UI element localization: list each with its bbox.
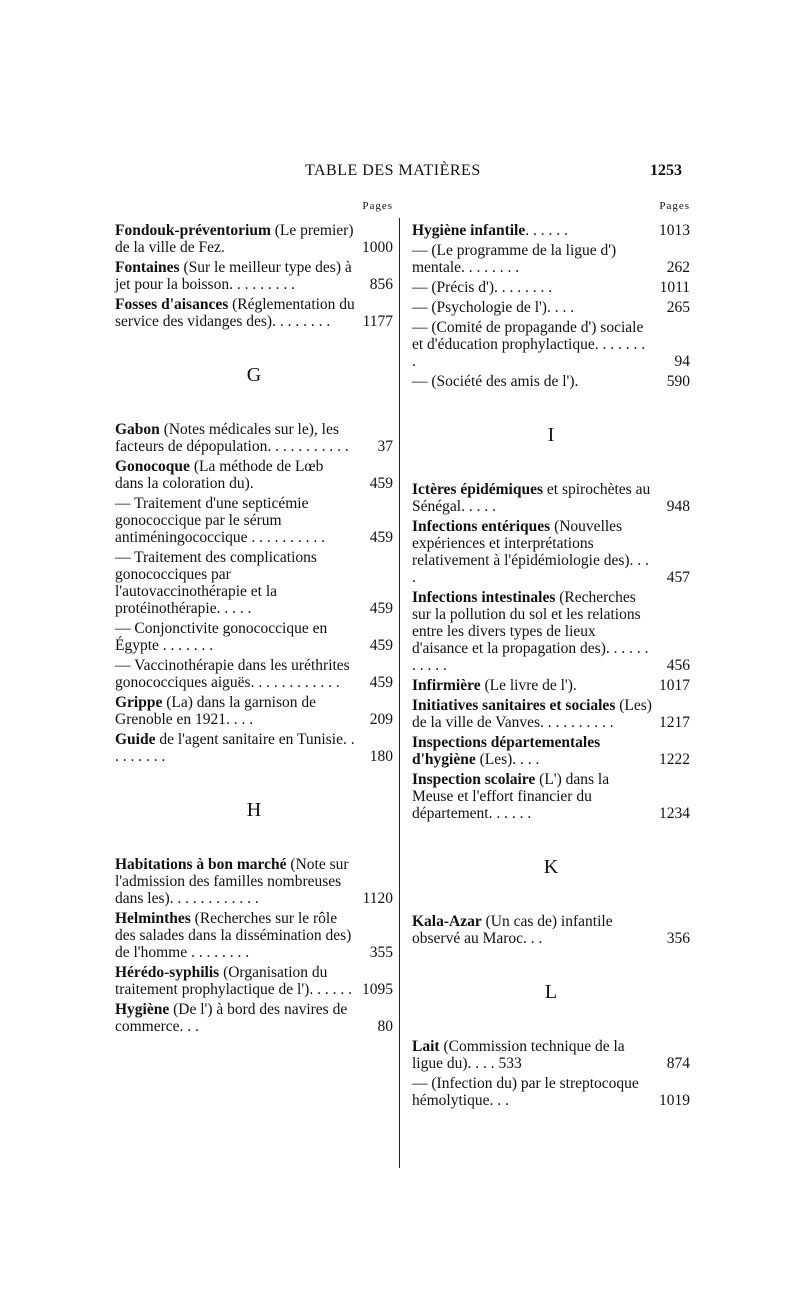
entry-page-number: 459: [369, 637, 393, 654]
entry-text: (L') dans la Meuse et l'effort financier du département. . . . . .: [412, 771, 610, 822]
entry-page-number: 356: [666, 930, 690, 947]
entry-heading: Fondouk-préventorium: [115, 222, 271, 239]
entry-page-number: 856: [369, 276, 393, 293]
pages-column-label: Pages: [659, 200, 690, 212]
entry-text: — Conjonctivite gonococcique en Égypte . . . . . . .: [115, 620, 328, 654]
entry-text: (Recherches sur la pollution du sol et les relations entre les divers types de lieux d'aisance et la propagation des). . . . . . . . . . .: [412, 589, 649, 674]
index-entry: [412, 677, 690, 694]
entry-heading: Hérédo-syphilis: [115, 964, 220, 981]
entry-text: (Notes médicales sur le), les facteurs de dépopulation. . . . . . . . . . .: [115, 421, 349, 455]
entry-page-number: 948: [666, 498, 690, 515]
entry-text: — (Comité de propagande d') sociale et d'éducation prophylactique. . . . . . . .: [412, 319, 646, 370]
entry-text: (Nouvelles expériences et interprétations relativement à l'épidémiologie des). . . .: [412, 518, 649, 586]
entry-list: [412, 222, 690, 390]
index-entry: [115, 296, 393, 330]
column-divider: [399, 218, 400, 1168]
index-entry: [115, 259, 393, 293]
entry-text: (Note sur l'admission des familles nombreuses dans les). . . . . . . . . . . .: [115, 856, 349, 907]
entry-text: (La méthode de Lœb dans la coloration du).: [115, 458, 324, 492]
index-entry: [412, 771, 690, 822]
entry-heading: Fontaines: [115, 259, 180, 276]
index-entry: [412, 1038, 690, 1072]
entry-heading: Inspections départementales d'hygiène: [412, 734, 601, 768]
index-entry: [412, 373, 690, 390]
entry-heading: Fosses d'aisances: [115, 296, 229, 313]
index-entry: [115, 458, 393, 492]
index-entry: [412, 319, 690, 370]
entry-list: [115, 222, 393, 330]
entry-heading: Gonocoque: [115, 458, 190, 475]
index-entry: [412, 697, 690, 731]
entry-text: (Un cas de) infantile observé au Maroc. . .: [412, 913, 613, 947]
entry-text: — Traitement d'une septicémie gonococcique par le sérum antiméningococcique . . . . . . . . . .: [115, 495, 326, 546]
entry-list: [412, 1038, 690, 1109]
entry-heading: Hygiène: [115, 1001, 170, 1018]
index-entry: [412, 222, 690, 239]
entry-page-number: 459: [369, 529, 393, 546]
entry-text: et spirochètes au Sénégal. . . . .: [412, 481, 651, 515]
entry-text: (De l') à bord des navires de commerce. . .: [115, 1001, 348, 1035]
entry-text: — Vaccinothérapie dans les uréthrites gonococciques aiguës. . . . . . . . . . . .: [115, 657, 350, 691]
entry-heading: Infirmière: [412, 677, 481, 694]
entry-page-number: 456: [666, 657, 690, 674]
entry-text: de l'agent sanitaire en Tunisie. . . . . . . . .: [115, 731, 355, 765]
left-column: [115, 200, 393, 1038]
pages-column-label: Pages: [362, 200, 393, 212]
entry-heading: Initiatives sanitaires et sociales: [412, 697, 616, 714]
entry-text: — (Précis d'). . . . . . . .: [412, 279, 553, 296]
entry-heading: Guide: [115, 731, 156, 748]
entry-page-number: 1011: [659, 279, 690, 296]
index-entry: [412, 589, 690, 674]
entry-heading: Lait: [412, 1038, 440, 1055]
entry-page-number: 265: [666, 299, 690, 316]
section-letter-g: G: [246, 364, 262, 386]
entry-page-number: 1234: [659, 805, 690, 822]
entry-heading: Gabon: [115, 421, 160, 438]
entry-heading: Infections intestinales: [412, 589, 556, 606]
entry-page-number: 459: [369, 600, 393, 617]
entry-heading: Ictères épidémiques: [412, 481, 544, 498]
index-entry: [115, 620, 393, 654]
section-letter-l: L: [544, 981, 558, 1003]
entry-page-number: 80: [377, 1018, 393, 1035]
entry-page-number: 590: [666, 373, 690, 390]
index-entry: [115, 495, 393, 546]
entry-heading: Infections entériques: [412, 518, 551, 535]
index-entry: [115, 222, 393, 256]
entry-text: — (Psychologie de l'). . . .: [412, 299, 575, 316]
entry-text: (Recherches sur le rôle des salades dans la dissémination des) de l'homme . . . . . . . .: [115, 910, 352, 961]
section-letter-i: I: [547, 424, 555, 446]
entry-page-number: 1095: [362, 981, 393, 998]
index-entry: [115, 421, 393, 455]
index-entry: [115, 549, 393, 617]
entry-text: . . . . . .: [525, 222, 568, 239]
entry-list: [412, 481, 690, 822]
entry-list: [412, 913, 690, 947]
section-letter-k: K: [543, 856, 559, 878]
index-entry: [115, 731, 393, 765]
page-number: 1253: [650, 162, 682, 179]
entry-text: (Le premier) de la ville de Fez.: [115, 222, 354, 256]
index-entry: [115, 694, 393, 728]
entry-text: — (Le programme de la ligue d') mentale. . . . . . . .: [412, 242, 617, 276]
entry-page-number: 457: [666, 569, 690, 586]
entry-page-number: 1000: [362, 239, 393, 256]
entry-text: (Les) de la ville de Vanves. . . . . . . . . .: [412, 697, 652, 731]
section-letter-h: H: [246, 799, 262, 821]
entry-heading: Helminthes: [115, 910, 191, 927]
entry-text: — Traitement des complications gonococciques par l'autovaccinothérapie et la protéinothérapie. . . . .: [115, 549, 317, 617]
entry-text: — (Société des amis de l').: [412, 373, 579, 390]
entry-text: (Commission technique de la ligue du). . . . 533: [412, 1038, 625, 1072]
entry-page-number: 1013: [659, 222, 690, 239]
entry-text: (Réglementation du service des vidanges des). . . . . . . .: [115, 296, 355, 330]
entry-page-number: 1217: [659, 714, 690, 731]
entry-page-number: 180: [369, 748, 393, 765]
index-entry: [115, 910, 393, 961]
entry-page-number: 355: [369, 944, 393, 961]
index-entry: [412, 481, 690, 515]
entry-page-number: 459: [369, 674, 393, 691]
running-title: TABLE DES MATIÈRES: [305, 162, 481, 179]
index-entry: [115, 964, 393, 998]
entry-page-number: 874: [666, 1055, 690, 1072]
entry-page-number: 209: [369, 711, 393, 728]
entry-page-number: 94: [674, 353, 690, 370]
entry-text: (Organisation du traitement prophylactique de l'). . . . . .: [115, 964, 352, 998]
entry-heading: Hygiène infantile: [412, 222, 526, 239]
index-entry: [115, 657, 393, 691]
entry-text: (Les). . . .: [475, 751, 540, 768]
entry-text: — (Infection du) par le streptocoque hémolytique. . .: [412, 1075, 639, 1109]
index-entry: [412, 518, 690, 586]
entry-page-number: 1019: [659, 1092, 690, 1109]
index-entry: [115, 1001, 393, 1035]
entry-heading: Inspection scolaire: [412, 771, 536, 788]
index-entry: [412, 913, 690, 947]
index-entry: [412, 734, 690, 768]
entry-text: (La) dans la garnison de Grenoble en 1921. . . .: [115, 694, 317, 728]
entry-text: (Le livre de l').: [480, 677, 577, 694]
entry-page-number: 1222: [659, 751, 690, 768]
entry-list: [115, 856, 393, 1035]
entry-heading: Grippe: [115, 694, 163, 711]
entry-page-number: 37: [377, 438, 393, 455]
index-entry: [412, 299, 690, 316]
index-entry: [412, 279, 690, 296]
entry-text: (Sur le meilleur type des) à jet pour la boisson. . . . . . . . .: [115, 259, 352, 293]
entry-page-number: 262: [666, 259, 690, 276]
entry-heading: Kala-Azar: [412, 913, 482, 930]
entry-page-number: 1017: [659, 677, 690, 694]
entry-page-number: 459: [369, 475, 393, 492]
entry-page-number: 1177: [362, 313, 393, 330]
running-header: [112, 160, 690, 184]
entry-heading: Habitations à bon marché: [115, 856, 287, 873]
index-entry: [412, 1075, 690, 1109]
index-entry: [412, 242, 690, 276]
index-entry: [115, 856, 393, 907]
right-column: [412, 200, 690, 1112]
entry-page-number: 1120: [362, 890, 393, 907]
entry-list: [115, 421, 393, 765]
